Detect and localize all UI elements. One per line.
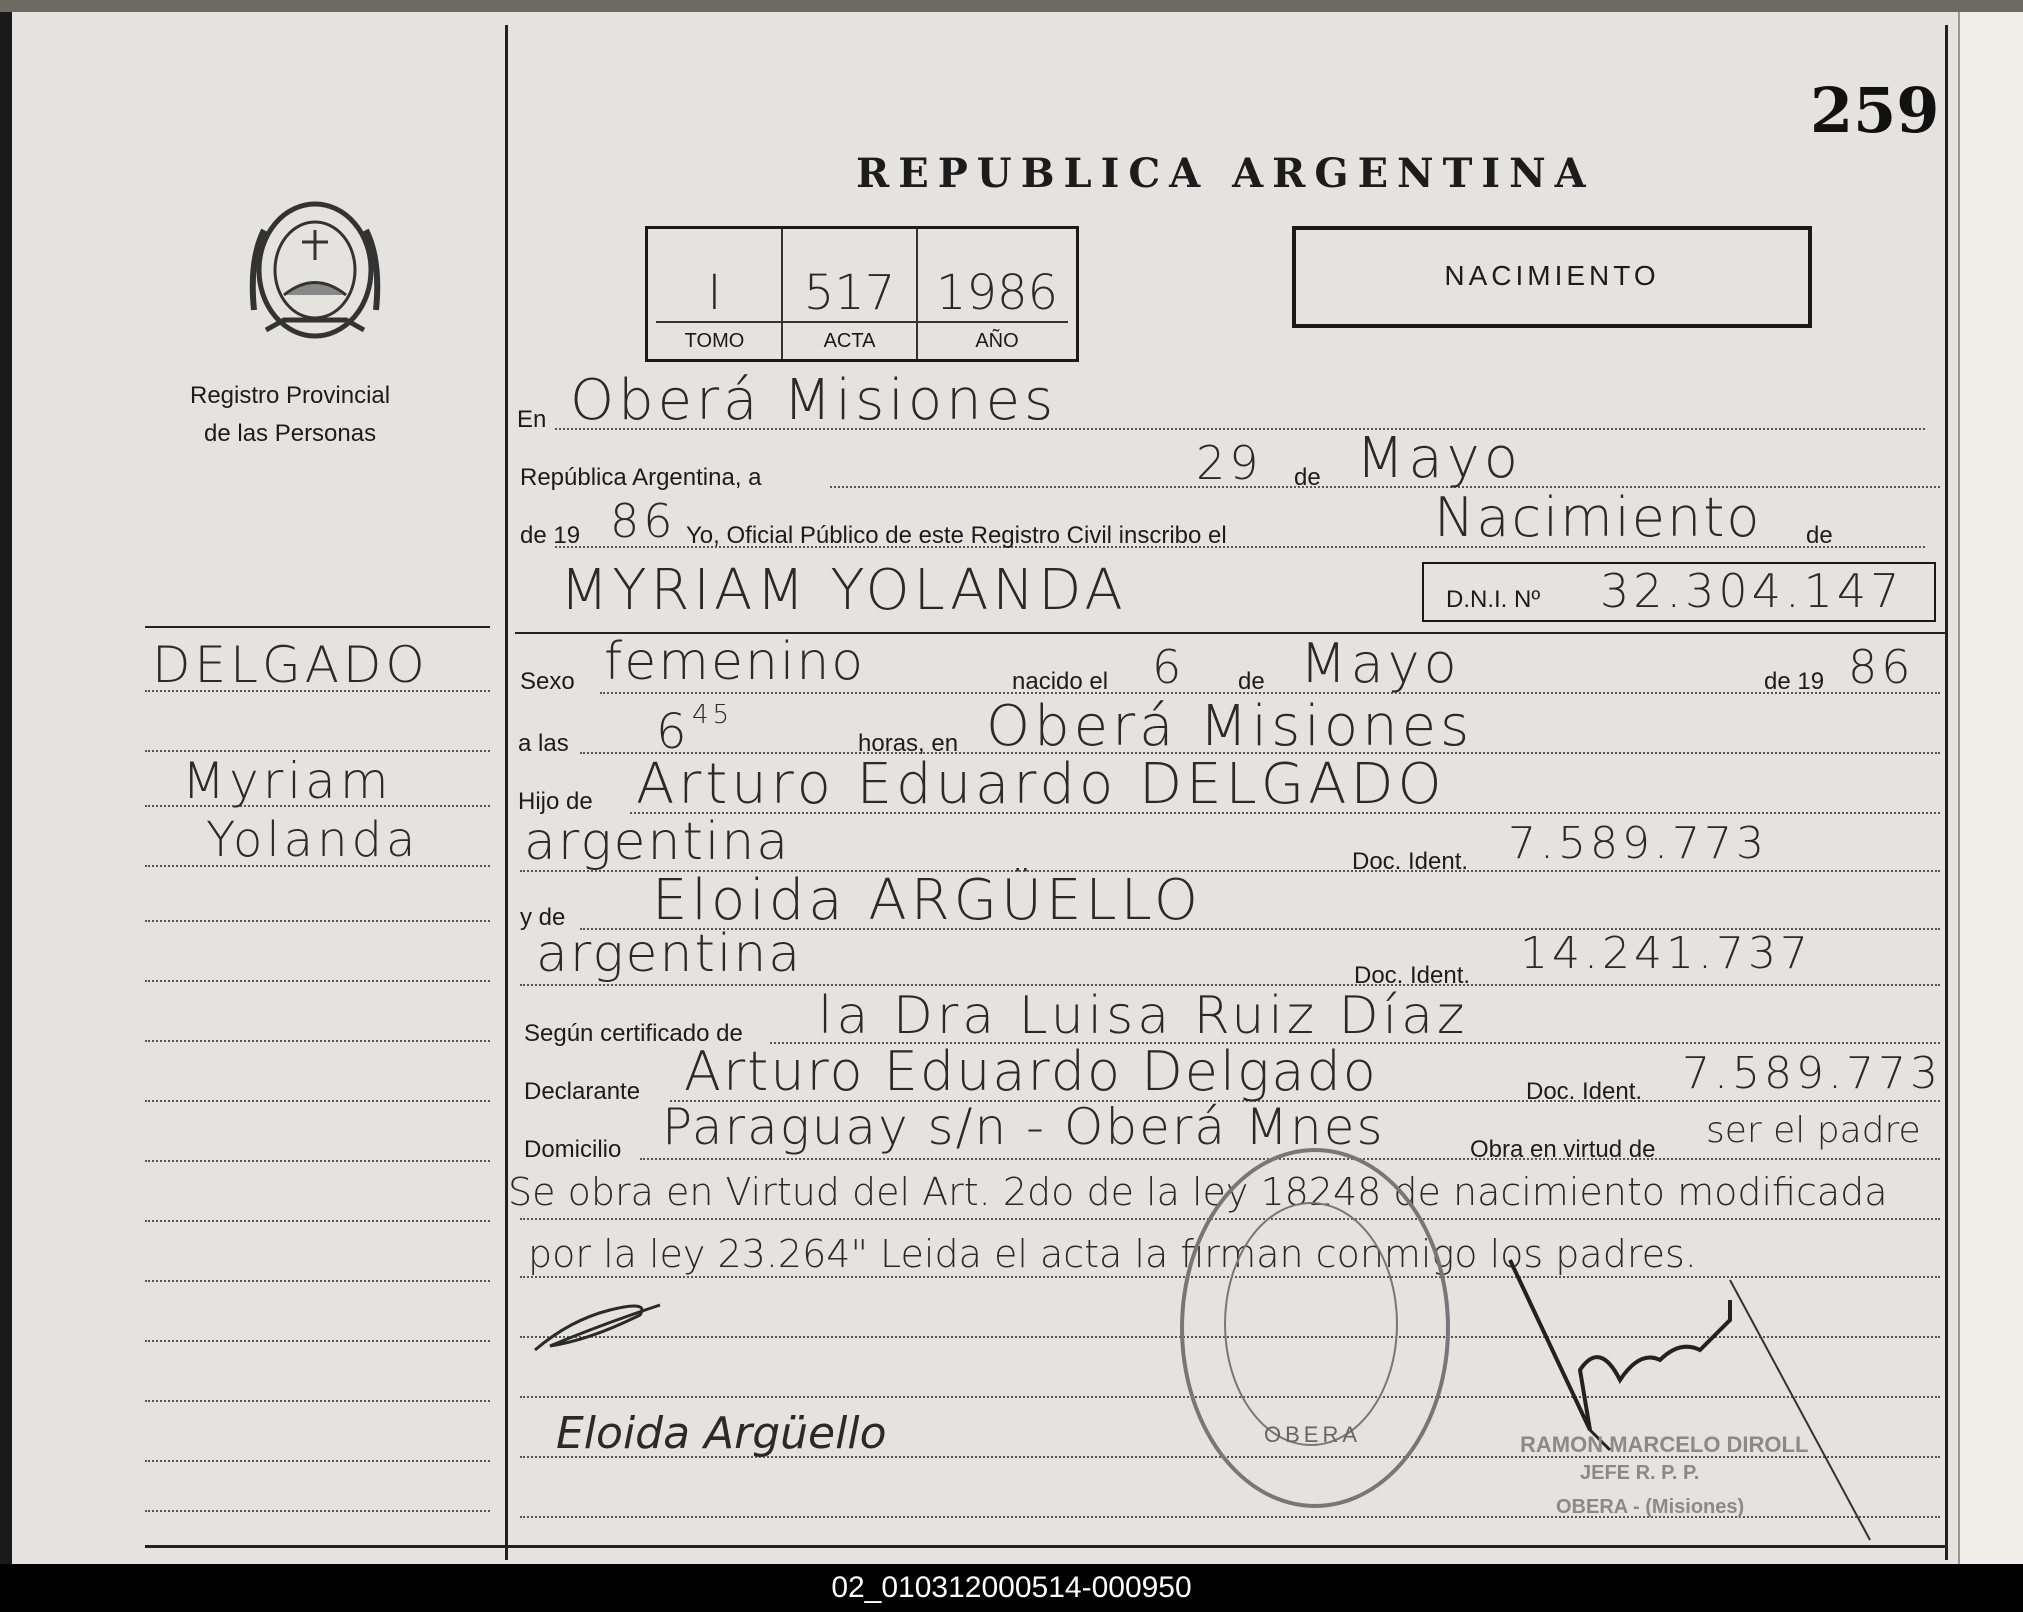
dni-number: 32.304.147 [1600,564,1904,618]
margin-rule-top [145,626,490,628]
birth-year: 86 [1848,640,1915,694]
top-edge [0,0,2023,12]
certifier: la Dra Luisa Ruiz Díaz [818,986,1469,1046]
inscribo-label: Yo, Oficial Público de este Registro Civil inscribo el [686,522,1227,549]
official-name: RAMON MARCELO DIROLL [1520,1432,1809,1457]
stamp-inner-ring [1224,1202,1398,1446]
alas-label: a las [518,730,569,757]
horas-label: horas, en [858,730,959,757]
birth-month: Mayo [1300,632,1461,695]
record-type: NACIMIENTO [1444,260,1660,291]
de-label-2: de [1806,522,1833,549]
margin-rule [145,1460,490,1462]
record-type-box [1292,226,1812,328]
margin-rule [145,920,490,922]
margin-rule [145,1510,490,1512]
registry-name-line1: Registro Provincial [190,382,391,409]
legal-note-line2: por la ley 23.264" Leida el acta la firman conmigo los padres. [528,1232,1697,1276]
de-label: de [1294,464,1321,491]
provincial-seal-icon [244,190,386,350]
sex: femenino [604,632,866,692]
mother-doc-label: Doc. Ident. [1354,962,1471,989]
left-column-divider [505,25,508,1560]
de-label-3: de [1238,668,1265,695]
margin-rule [145,980,490,982]
declarant-doc: 7.589.773 [1682,1048,1942,1099]
mother-nationality: argentina [536,924,803,984]
declarante-label: Declarante [524,1078,641,1105]
dni-label: D.N.I. Nº [1446,586,1541,613]
acta-value: 517 [803,265,896,321]
event-type: Nacimiento [1434,486,1762,549]
birth-hour: 6 [656,704,691,760]
margin-rule [145,1160,490,1162]
father-doc-label: Doc. Ident. [1352,848,1469,875]
mother-signature: Eloida Argüello [556,1408,887,1459]
right-border [1945,25,1948,1560]
registration-place: Oberá Misiones [570,368,1058,433]
domicile: Paraguay s/n - Oberá Mnes [662,1098,1385,1156]
segun-label: Según certificado de [524,1020,743,1047]
de19-label: de 19 [520,522,581,549]
tomo-label: TOMO [684,330,745,352]
official-stamp [1180,1148,1450,1508]
acta-cell [783,229,918,359]
acta-label: ACTA [823,330,876,352]
next-page-edge [1958,12,2023,1564]
father-signature [530,1280,680,1360]
mother-doc: 14.241.737 [1520,928,1812,979]
registry-name-line2: de las Personas [204,420,377,447]
margin-surname: DELGADO [152,636,429,694]
nacido-label: nacido el [1012,668,1109,695]
registration-month: Mayo [1356,426,1523,491]
margin-rule [145,1100,490,1102]
registration-year: 86 [610,494,677,548]
obra-label: Obra en virtud de [1470,1136,1656,1163]
scan-image-id: 02_010312000514-000950 [831,1571,1192,1604]
official-place: OBERA - (Misiones) [1556,1496,1745,1518]
country-title: REPUBLICA ARGENTINA [856,150,1595,197]
child-given-names: MYRIAM YOLANDA [560,558,1127,623]
official-title: JEFE R. P. P. [1580,1462,1700,1484]
anio-cell [918,229,1076,359]
dni-box [1422,562,1936,622]
tomo-cell [648,229,783,359]
birth-place: Oberá Misiones [986,694,1474,759]
stamp-city: OBERA [1264,1422,1362,1447]
margin-given-name-1: Myriam [182,752,393,810]
birth-day: 6 [1152,640,1186,694]
republica-label: República Argentina, a [520,464,762,491]
margin-rule [145,1280,490,1282]
de19-label-2: de 19 [1764,668,1825,695]
domicilio-label: Domicilio [524,1136,622,1163]
en-label: En [517,406,547,433]
mother-name: Eloida ARGÜELLO [652,868,1202,933]
declarant-doc-label: Doc. Ident. [1526,1078,1643,1105]
legal-note-line1: Se obra en Virtud del Art. 2do de la ley 18248 de nacimiento modificada [508,1170,1888,1214]
obra-reason: ser el padre [1706,1110,1921,1151]
birth-minutes: 45 [692,700,734,730]
record-reference-box [645,226,1079,362]
sexo-label: Sexo [520,668,575,695]
margin-rule [145,1400,490,1402]
anio-value: 1986 [935,265,1059,321]
father-nationality: argentina [524,812,791,872]
margin-rule [145,1340,490,1342]
tomo-value: I [707,265,722,321]
declarant-name: Arturo Eduardo Delgado [684,1040,1378,1103]
father-doc: 7.589.773 [1508,818,1768,869]
ref-box-rule [656,321,1068,323]
registration-day: 29 [1196,436,1263,490]
father-name: Arturo Eduardo DELGADO [636,752,1446,817]
yde-label: y de [520,904,566,931]
margin-rule [145,1040,490,1042]
page-number: 259 [1810,74,1940,147]
anio-label: AÑO [975,330,1019,352]
hijo-label: Hijo de [518,788,593,815]
margin-rule [145,1220,490,1222]
margin-given-name-2: Yolanda [206,812,420,868]
